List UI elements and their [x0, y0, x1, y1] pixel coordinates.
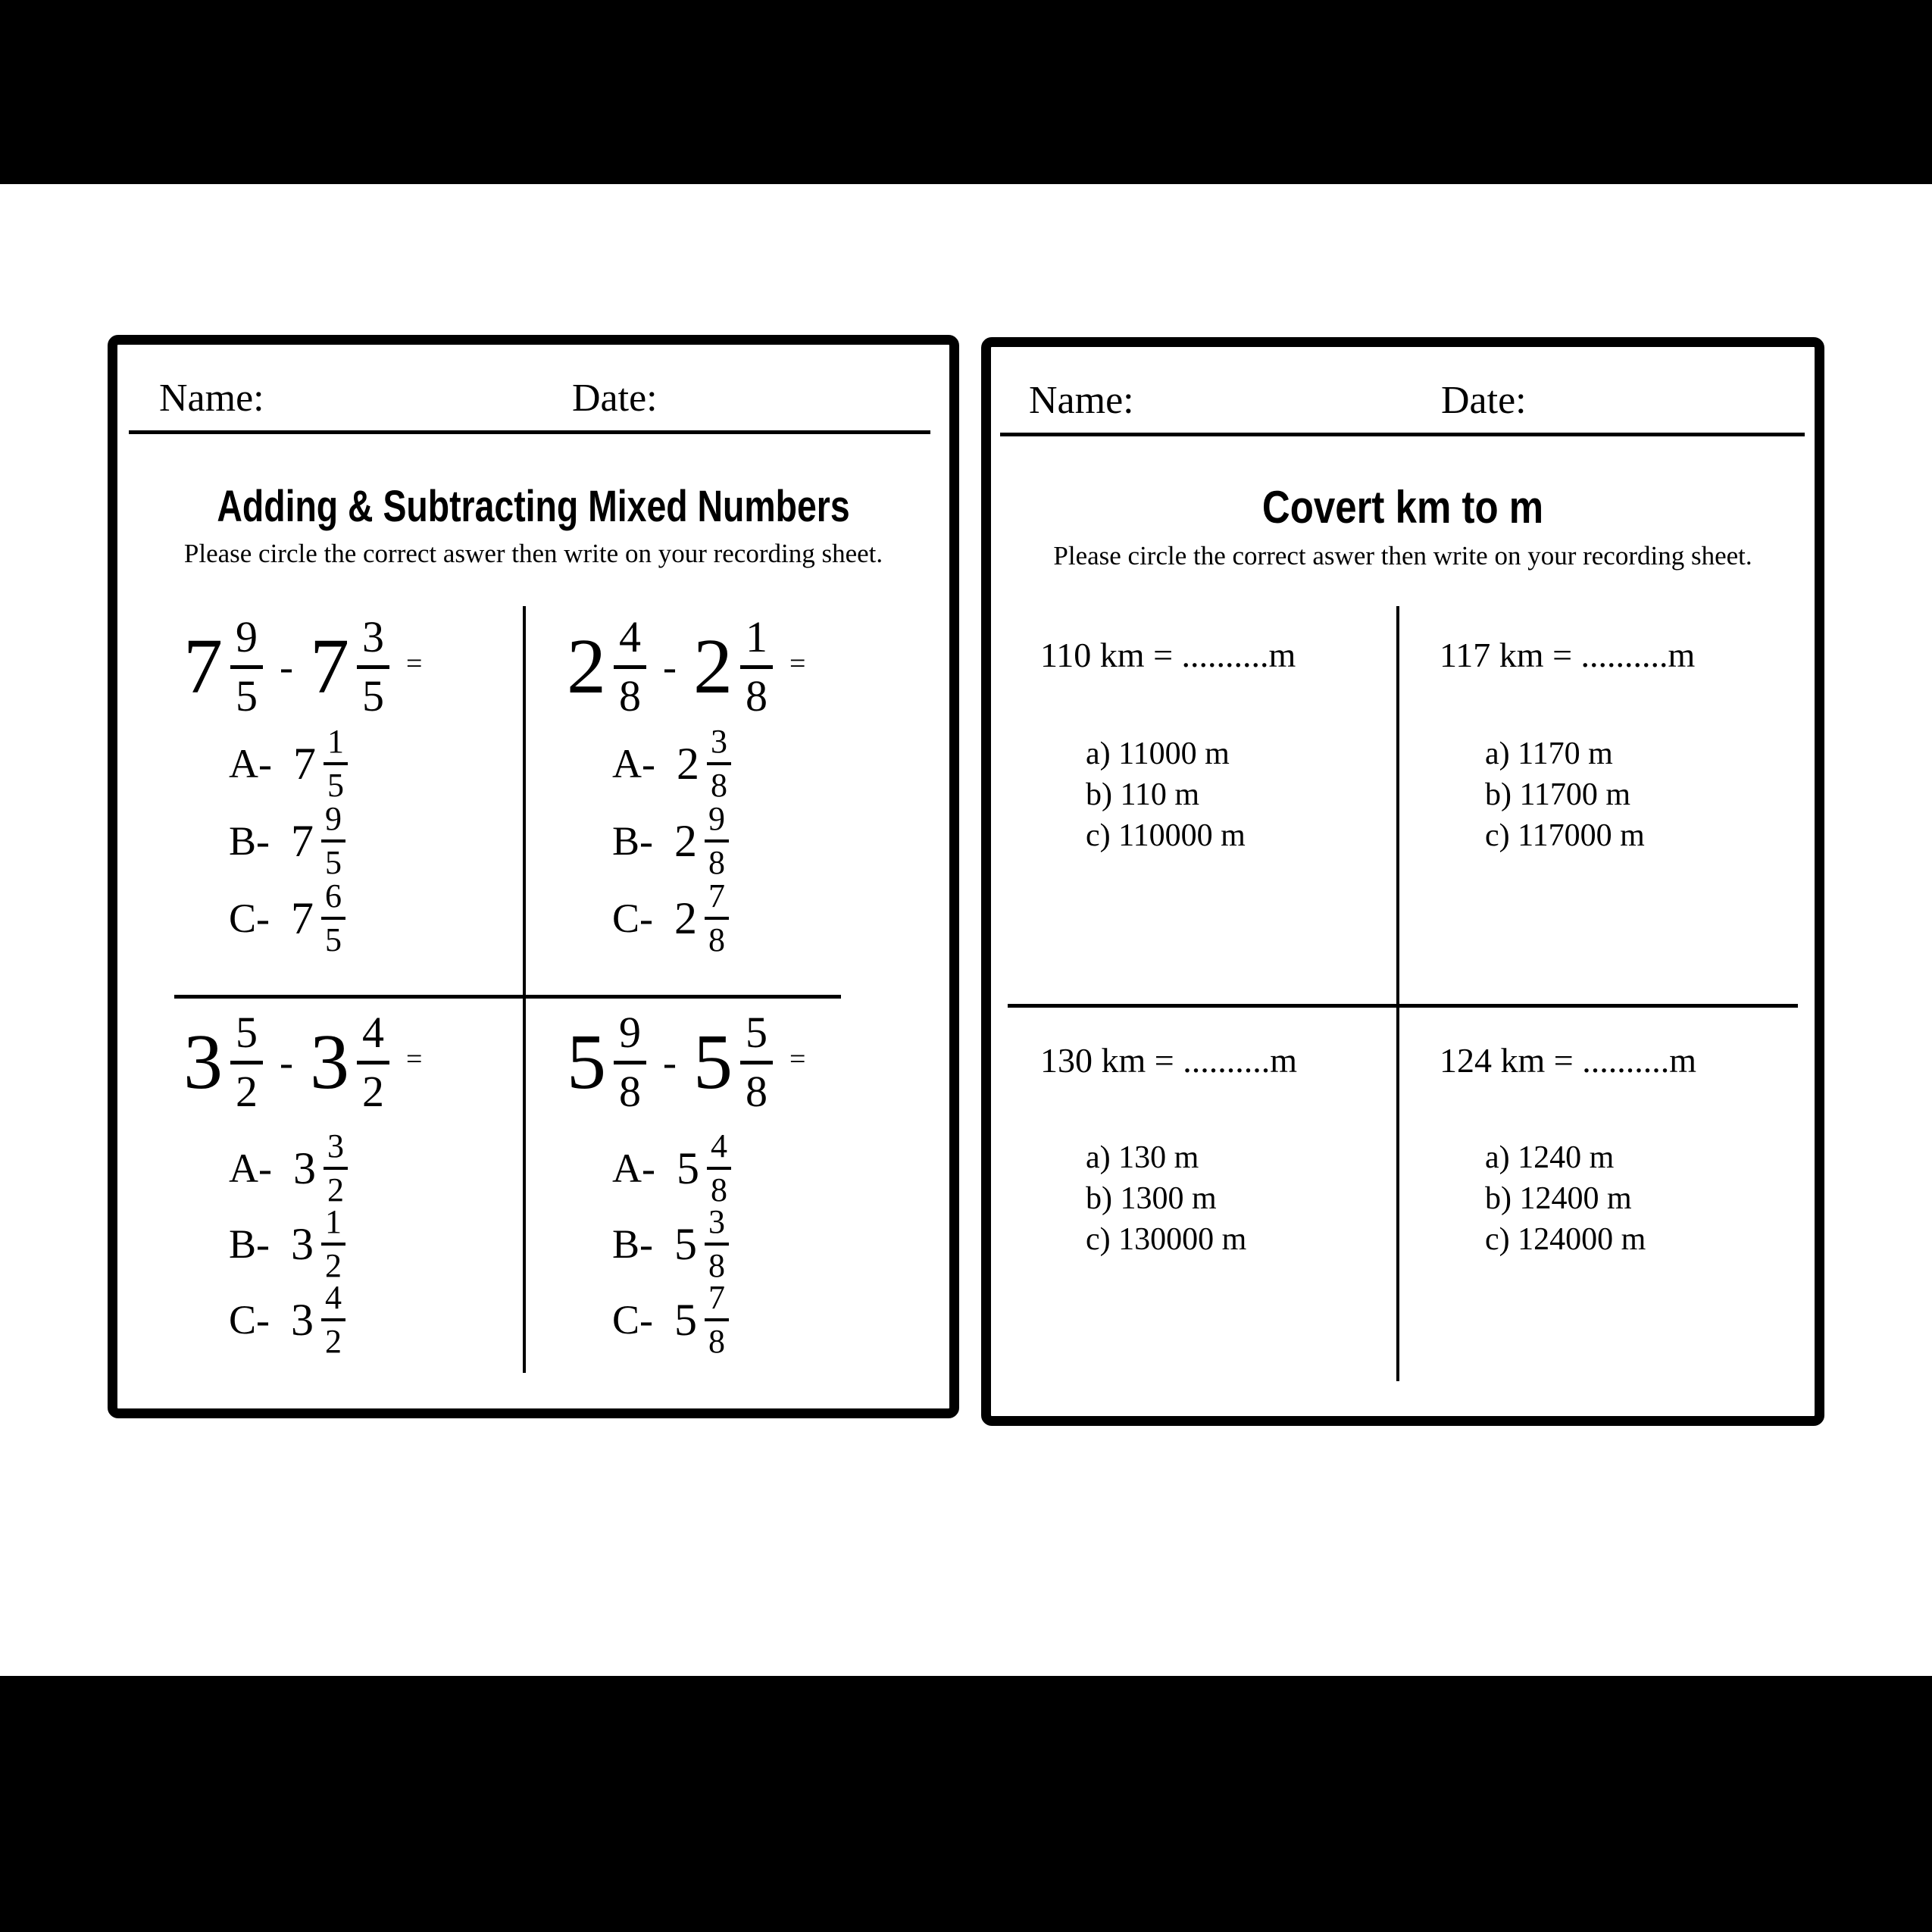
option-label: A-	[612, 741, 655, 786]
fraction-numerator: 4	[321, 1281, 345, 1321]
fraction	[740, 1008, 773, 1116]
answer-option: a) 130 m	[1086, 1140, 1199, 1175]
worksheet-mixed-numbers	[108, 335, 959, 1418]
fraction-numerator: 4	[357, 1011, 389, 1064]
mixed-number	[293, 725, 348, 802]
fraction	[324, 725, 348, 802]
fraction-denominator: 5	[327, 767, 344, 804]
integer-part: 2	[692, 622, 733, 710]
fraction	[614, 1008, 646, 1116]
fraction-numerator: 4	[707, 1130, 731, 1170]
worksheet-km-to-m	[981, 337, 1824, 1426]
fraction-numerator: 9	[230, 615, 263, 669]
answer-option	[229, 877, 345, 958]
fraction-numerator: 3	[707, 725, 731, 765]
answer-option	[229, 1281, 345, 1358]
answer-option	[612, 877, 729, 958]
fraction-denominator: 8	[708, 921, 725, 958]
mixed-number	[567, 612, 646, 721]
name-date-underline	[1000, 433, 1805, 436]
fraction-denominator: 8	[708, 1323, 725, 1360]
mixed-number	[183, 1008, 263, 1116]
option-label: B-	[229, 1221, 270, 1267]
question-text: 110 km = ..........m	[1040, 636, 1296, 674]
option-label: C-	[612, 896, 653, 941]
integer-part: 3	[291, 1218, 314, 1269]
answer-option: c) 130000 m	[1086, 1222, 1247, 1257]
question-text: 130 km = ..........m	[1040, 1041, 1298, 1080]
worksheet-title: Adding & Subtracting Mixed Numbers	[217, 482, 850, 531]
minus-operator: -	[663, 644, 677, 689]
fraction-denominator: 8	[745, 1067, 767, 1116]
fraction-denominator: 5	[361, 671, 384, 721]
problem-expression	[567, 1008, 806, 1116]
option-label: A-	[612, 1146, 655, 1191]
fraction-numerator: 9	[705, 802, 729, 843]
integer-part: 5	[674, 1294, 697, 1345]
answer-option	[612, 725, 731, 802]
answer-option	[229, 725, 348, 802]
fraction-numerator: 1	[740, 615, 773, 669]
fraction-denominator: 2	[236, 1067, 258, 1116]
fraction-numerator: 1	[321, 1205, 345, 1246]
fraction	[230, 1008, 263, 1116]
answer-option	[612, 1281, 729, 1358]
option-label: A-	[229, 741, 272, 786]
option-label: C-	[229, 896, 270, 941]
mixed-number	[674, 877, 729, 958]
option-label: A-	[229, 1146, 272, 1191]
answer-option	[612, 1127, 731, 1208]
option-label: B-	[612, 818, 653, 864]
integer-part: 7	[292, 738, 316, 789]
fraction	[321, 877, 345, 958]
answer-option: a) 1240 m	[1485, 1140, 1615, 1175]
answer-option: a) 1170 m	[1485, 736, 1613, 771]
answer-option	[229, 802, 345, 880]
fraction	[321, 1205, 345, 1283]
integer-part: 5	[674, 1218, 697, 1269]
answer-option: b) 11700 m	[1485, 777, 1631, 812]
answer-option: b) 1300 m	[1086, 1181, 1217, 1216]
fraction-numerator: 9	[614, 1011, 646, 1064]
fraction	[357, 612, 389, 721]
answer-option: b) 12400 m	[1485, 1181, 1632, 1216]
integer-part: 3	[291, 1294, 314, 1345]
answer-option: c) 110000 m	[1086, 818, 1246, 853]
problem-expression	[183, 1008, 423, 1116]
answer-option	[229, 1127, 348, 1208]
mixed-number	[692, 612, 773, 721]
answer-option	[229, 1205, 345, 1283]
fraction-denominator: 8	[619, 1067, 641, 1116]
fraction-numerator: 7	[705, 880, 729, 920]
fraction-denominator: 2	[361, 1067, 384, 1116]
fraction-denominator: 2	[325, 1247, 342, 1284]
integer-part: 7	[291, 893, 314, 943]
fraction-numerator: 5	[740, 1011, 773, 1064]
fraction	[740, 612, 773, 721]
question-text: 124 km = ..........m	[1440, 1041, 1697, 1080]
fraction-denominator: 8	[710, 767, 727, 804]
integer-part: 5	[692, 1018, 733, 1105]
fraction	[707, 725, 731, 802]
mixed-number	[291, 802, 345, 880]
worksheet-subtitle: Please circle the correct aswer then write on your recording sheet.	[1053, 541, 1752, 571]
integer-part: 2	[567, 622, 606, 710]
fraction-numerator: 6	[321, 880, 345, 920]
fraction	[614, 612, 646, 721]
top-black-bar	[0, 0, 1932, 184]
integer-part: 2	[676, 738, 699, 789]
fraction-numerator: 1	[324, 725, 348, 765]
name-label: Name:	[1029, 379, 1134, 422]
date-label: Date:	[1441, 379, 1527, 422]
fraction-denominator: 8	[619, 671, 641, 721]
equals-sign: =	[405, 1043, 423, 1075]
integer-part: 2	[674, 893, 697, 943]
option-label: B-	[612, 1221, 653, 1267]
fraction	[707, 1127, 731, 1208]
mixed-number	[567, 1008, 646, 1116]
mixed-number	[291, 1281, 345, 1358]
mixed-number	[674, 1205, 729, 1283]
fraction-denominator: 8	[708, 1247, 725, 1284]
fraction	[230, 612, 263, 721]
minus-operator: -	[280, 644, 293, 689]
fraction	[321, 1281, 345, 1358]
quadrant-horizontal-divider	[1008, 1004, 1798, 1008]
fraction-denominator: 5	[325, 844, 342, 881]
fraction-denominator: 2	[325, 1323, 342, 1360]
fraction	[357, 1008, 389, 1116]
quadrant-horizontal-divider	[174, 995, 841, 999]
minus-operator: -	[280, 1039, 293, 1085]
mixed-number	[309, 1008, 389, 1116]
integer-part: 5	[567, 1018, 606, 1105]
mixed-number	[291, 1205, 345, 1283]
fraction-denominator: 8	[708, 844, 725, 881]
fraction-denominator: 2	[327, 1171, 344, 1208]
mixed-number	[692, 1008, 773, 1116]
fraction-numerator: 3	[324, 1130, 348, 1170]
fraction	[705, 1205, 729, 1283]
fraction	[324, 1127, 348, 1208]
equals-sign: =	[789, 1043, 806, 1075]
fraction-numerator: 5	[230, 1011, 263, 1064]
answer-option	[612, 1205, 729, 1283]
answer-option: c) 117000 m	[1485, 818, 1645, 853]
fraction	[321, 802, 345, 880]
option-label: B-	[229, 818, 270, 864]
minus-operator: -	[663, 1039, 677, 1085]
name-date-underline	[129, 430, 930, 434]
worksheet-subtitle: Please circle the correct aswer then write on your recording sheet.	[183, 539, 883, 568]
mixed-number	[291, 877, 345, 958]
answer-option	[612, 802, 729, 880]
equals-sign: =	[405, 648, 423, 680]
mixed-number	[292, 1127, 348, 1208]
integer-part: 7	[309, 622, 349, 710]
fraction-denominator: 8	[745, 671, 767, 721]
option-label: C-	[612, 1297, 653, 1343]
integer-part: 3	[309, 1018, 349, 1105]
answer-option: b) 110 m	[1086, 777, 1200, 812]
quadrant-vertical-divider	[523, 606, 526, 1373]
problem-expression	[567, 612, 806, 721]
integer-part: 3	[292, 1143, 316, 1193]
integer-part: 7	[183, 622, 223, 710]
fraction-denominator: 8	[710, 1171, 727, 1208]
fraction	[705, 877, 729, 958]
name-label: Name:	[159, 377, 264, 420]
integer-part: 5	[676, 1143, 699, 1193]
mixed-number	[309, 612, 389, 721]
fraction-numerator: 9	[321, 802, 345, 843]
worksheet-title: Covert km to m	[1261, 482, 1544, 533]
fraction-numerator: 3	[357, 615, 389, 669]
fraction-denominator: 5	[236, 671, 258, 721]
fraction	[705, 802, 729, 880]
fraction-numerator: 3	[705, 1205, 729, 1246]
option-label: C-	[229, 1297, 270, 1343]
equals-sign: =	[789, 648, 806, 680]
mixed-number	[677, 725, 731, 802]
question-text: 117 km = ..........m	[1440, 636, 1696, 674]
answer-option: c) 124000 m	[1485, 1222, 1646, 1257]
fraction-denominator: 5	[325, 921, 342, 958]
mixed-number	[674, 1281, 729, 1358]
date-label: Date:	[572, 377, 658, 420]
bottom-black-bar	[0, 1676, 1932, 1932]
mixed-number	[674, 802, 729, 880]
answer-option: a) 11000 m	[1086, 736, 1230, 771]
fraction-numerator: 7	[705, 1281, 729, 1321]
integer-part: 3	[183, 1018, 223, 1105]
fraction-numerator: 4	[614, 615, 646, 669]
mixed-number	[676, 1127, 731, 1208]
fraction	[705, 1281, 729, 1358]
quadrant-vertical-divider	[1396, 606, 1399, 1381]
problem-expression	[183, 612, 423, 721]
integer-part: 7	[291, 815, 314, 866]
integer-part: 2	[674, 815, 697, 866]
mixed-number	[183, 612, 263, 721]
